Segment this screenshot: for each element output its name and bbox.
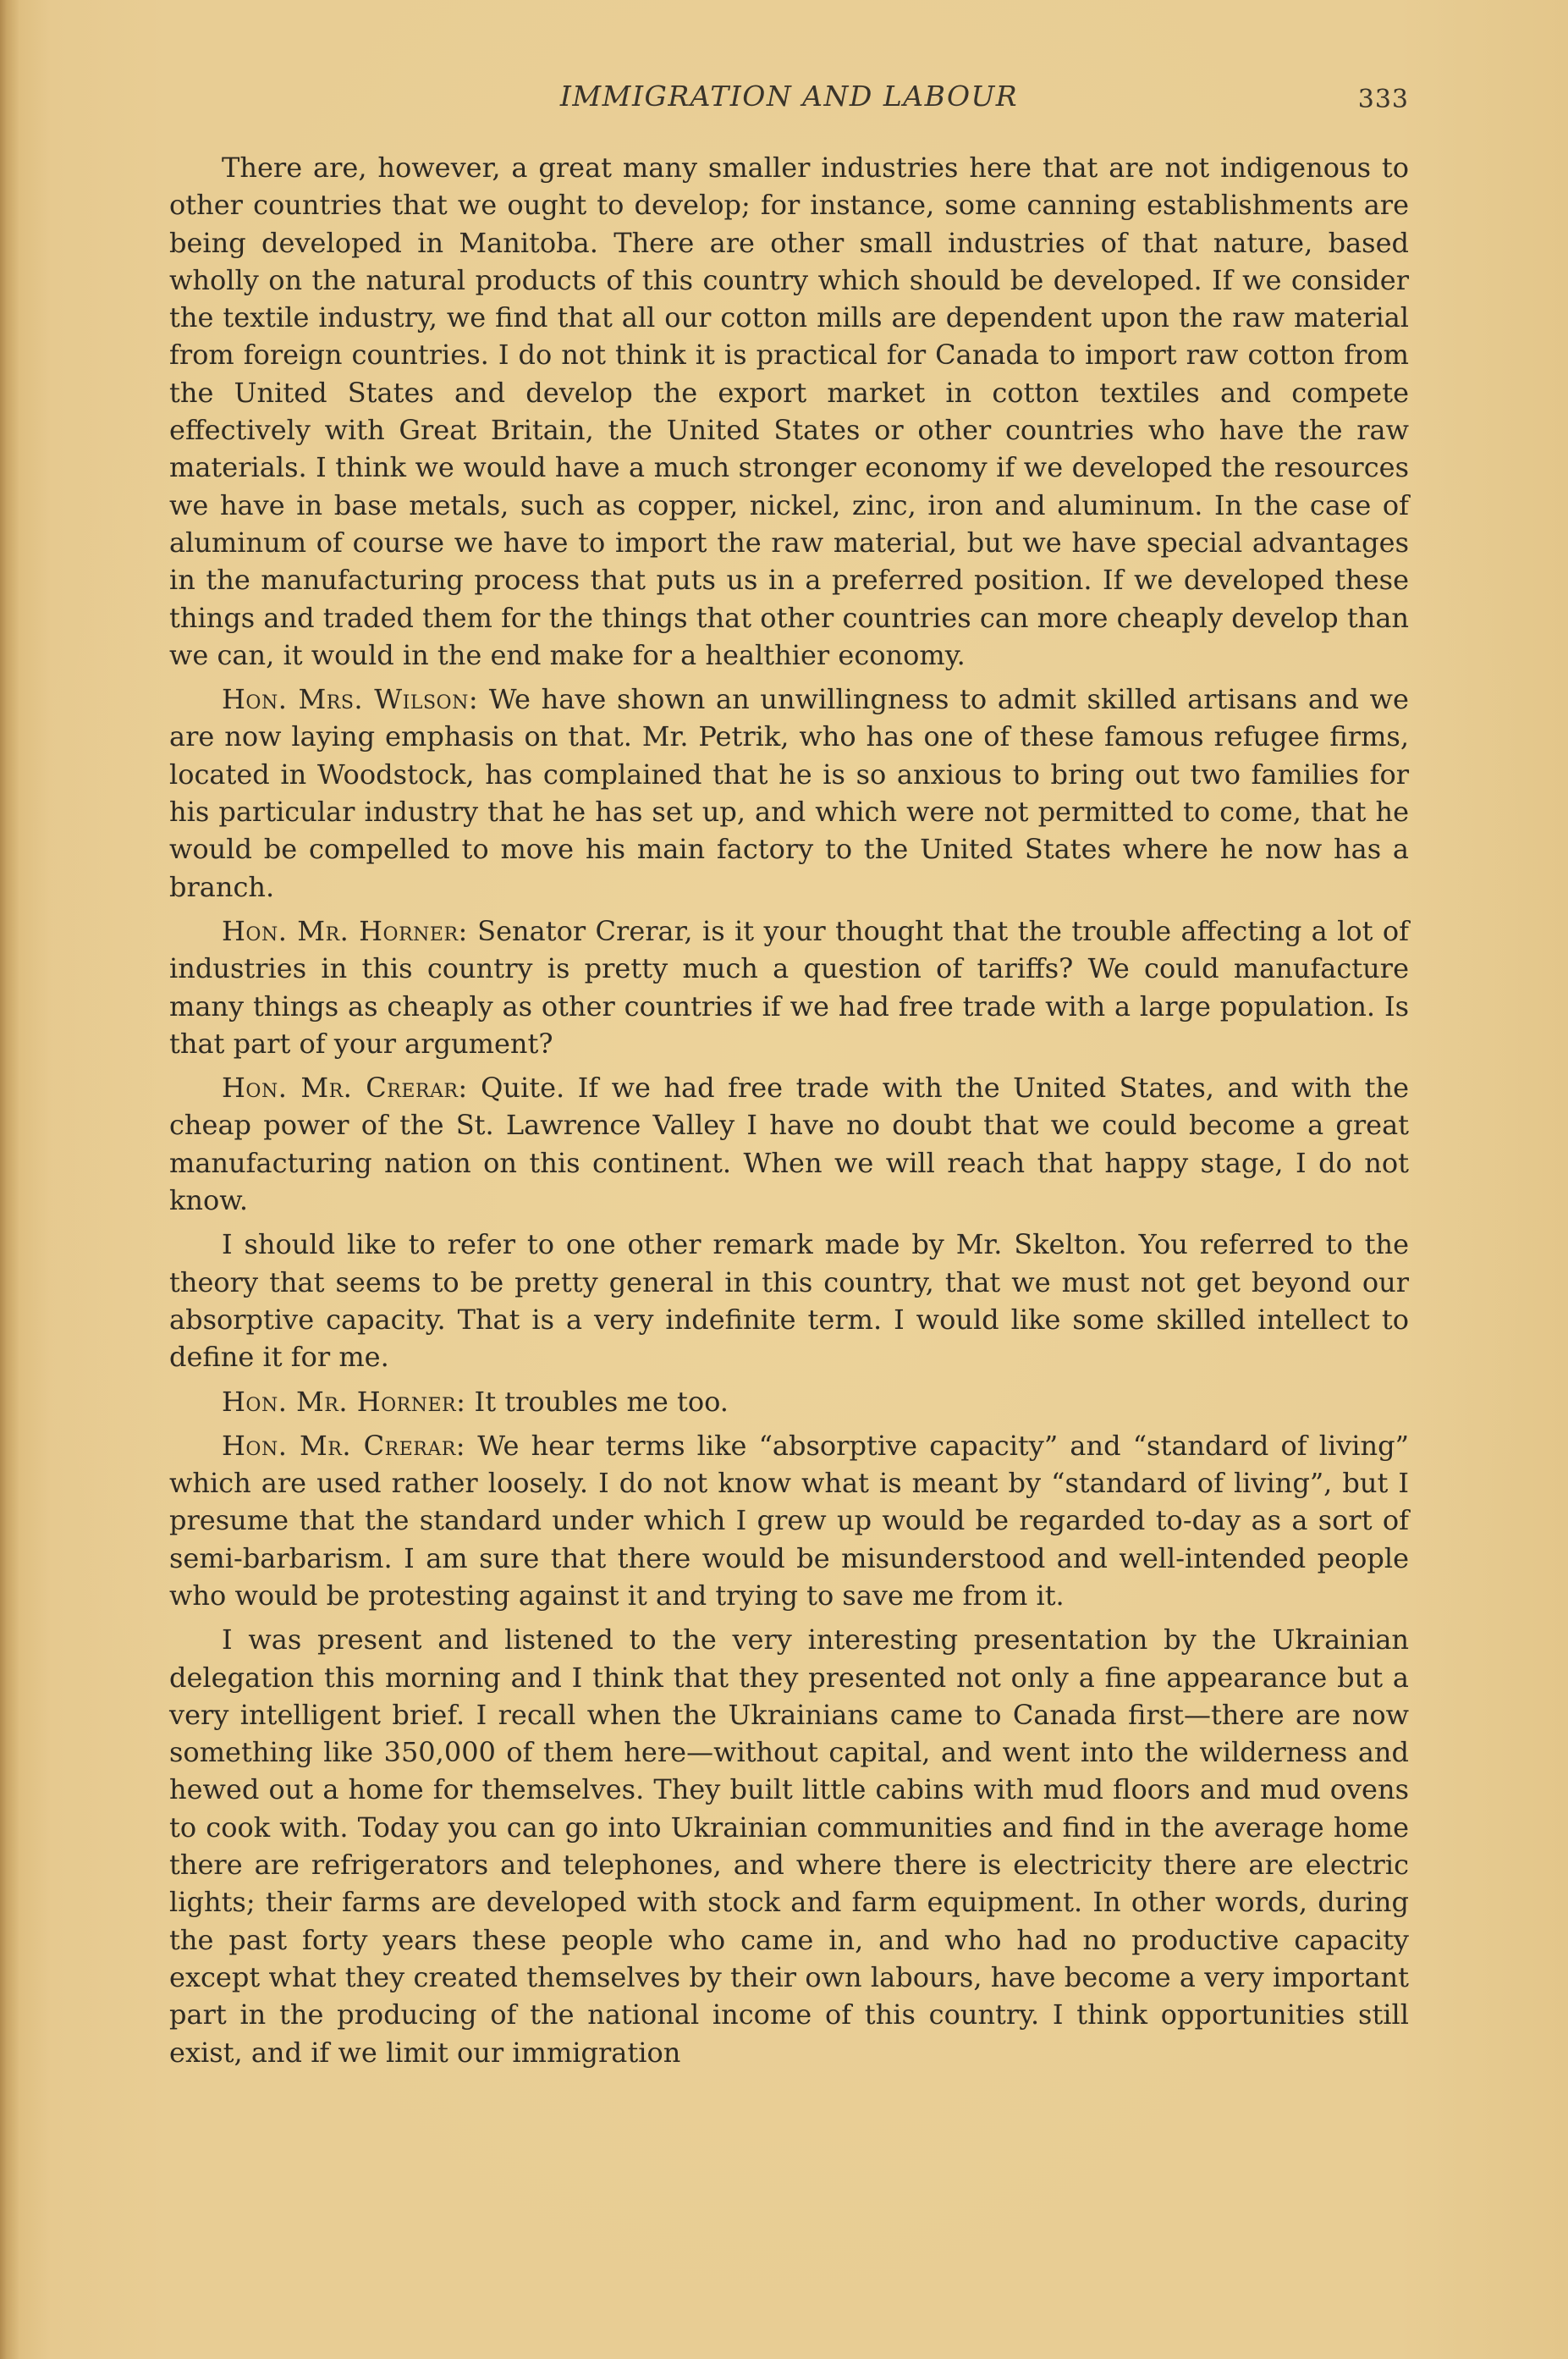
paragraph	[169, 1427, 1409, 1614]
speaker-name: Hon. Mrs. Wilson:	[222, 683, 479, 716]
paragraph-text: Quite. If we had free trade with the United States, and with the cheap power of the St. Lawrence Valley I have no doubt that we could become a great manufacturing nation on this continent. When we will reach that happy stage, I do not know.	[169, 1072, 1410, 1217]
speaker-name: Hon. Mr. Crerar:	[222, 1429, 466, 1462]
paragraph	[169, 1383, 1409, 1420]
speaker-name: Hon. Mr. Horner:	[222, 914, 468, 947]
paragraph-text: Senator Crerar, is it your thought that the trouble affecting a lot of industries in this country is pretty much a question of tariffs? We could manufacture many things as cheaply as other countries if we had free trade with a large population. Is that part of your argument?	[169, 914, 1409, 1060]
book-spine-edge	[0, 0, 19, 2359]
paragraph	[169, 1226, 1409, 1375]
paragraph-text: I should like to refer to one other remark made by Mr. Skelton. You referred to the theory that seems to be pretty general in this country, that we must not get beyond our absorptive capacity. That is a very indefinite term. I would like some skilled intellect to define it for me.	[169, 1228, 1409, 1374]
paragraph-text: It troubles me too.	[465, 1385, 729, 1418]
paragraph	[169, 1621, 1409, 2071]
paragraph-text: We hear terms like “absorptive capacity” and “standard of living” which are used rather loosely. I do not know what is meant by “standard of living”, but I presume that the standard under which I grew up would be regarded to-day as a sort of semi-barbarism. I am sure that there would be misunderstood and well-intended people who would be protesting against it and trying to save me from it.	[169, 1429, 1409, 1612]
speaker-name: Hon. Mr. Horner:	[222, 1385, 466, 1418]
paragraph	[169, 1069, 1409, 1219]
paragraph-text: We have shown an unwillingness to admit skilled artisans and we are now laying emphasis on that. Mr. Petrik, who has one of these famous refugee firms, located in Woodstock, has complained that he is so anxious to bring out two families for his particular industry that he has set up, and which were not permitted to come, that he would be compelled to move his main factory to the United States where he now has a branch.	[169, 683, 1409, 903]
page-number: 333	[1357, 85, 1409, 114]
paragraph	[169, 681, 1409, 906]
running-title: IMMIGRATION AND LABOUR	[559, 80, 1019, 113]
body-text	[169, 149, 1409, 2078]
paragraph	[169, 149, 1409, 674]
speaker-name: Hon. Mr. Crerar:	[222, 1072, 468, 1105]
paragraph-text: There are, however, a great many smaller industries here that are not indigenous to other countries that we ought to develop; for instance, some canning establishments are being developed in Manitoba. There are other small industries of that nature, based wholly on the natural products of this country which should be developed. If we consider the textile industry, we find that all our cotton mills are dependent upon the raw material from foreign countries. I do not think it is practical for Canada to import raw cotton from the United States and develop the export market in cotton textiles and compete effectively with Great Britain, the United States or other countries who have the raw materials. I think we would have a much stronger economy if we developed the resources we have in base metals, such as copper, nickel, zinc, iron and aluminum. In the case of aluminum of course we have to import the raw material, but we have special advantages in the manufacturing process that puts us in a preferred position. If we developed these things and traded them for the things that other countries can more cheaply develop than we can, it would in the end make for a healthier economy.	[169, 152, 1409, 671]
paragraph	[169, 912, 1409, 1062]
paragraph-text: I was present and listened to the very interesting presentation by the Ukrainian delegation this morning and I think that they presented not only a fine appearance but a very intelligent brief. I recall when the Ukrainians came to Canada first—there are now something like 350,000 of them here—without capital, and went into the wilderness and hewed out a home for themselves. They built little cabins with mud floors and mud ovens to cook with. Today you can go into Ukrainian communities and find in the average home there are refrigerators and telephones, and where there is electricity there are electric lights; their farms are developed with stock and farm equipment. In other words, during the past forty years these people who came in, and who had no productive capacity except what they created themselves by their own labours, have become a very important part in the producing of the national income of this country. I think opportunities still exist, and if we limit our immigration	[169, 1623, 1409, 2069]
page-header	[169, 80, 1409, 122]
